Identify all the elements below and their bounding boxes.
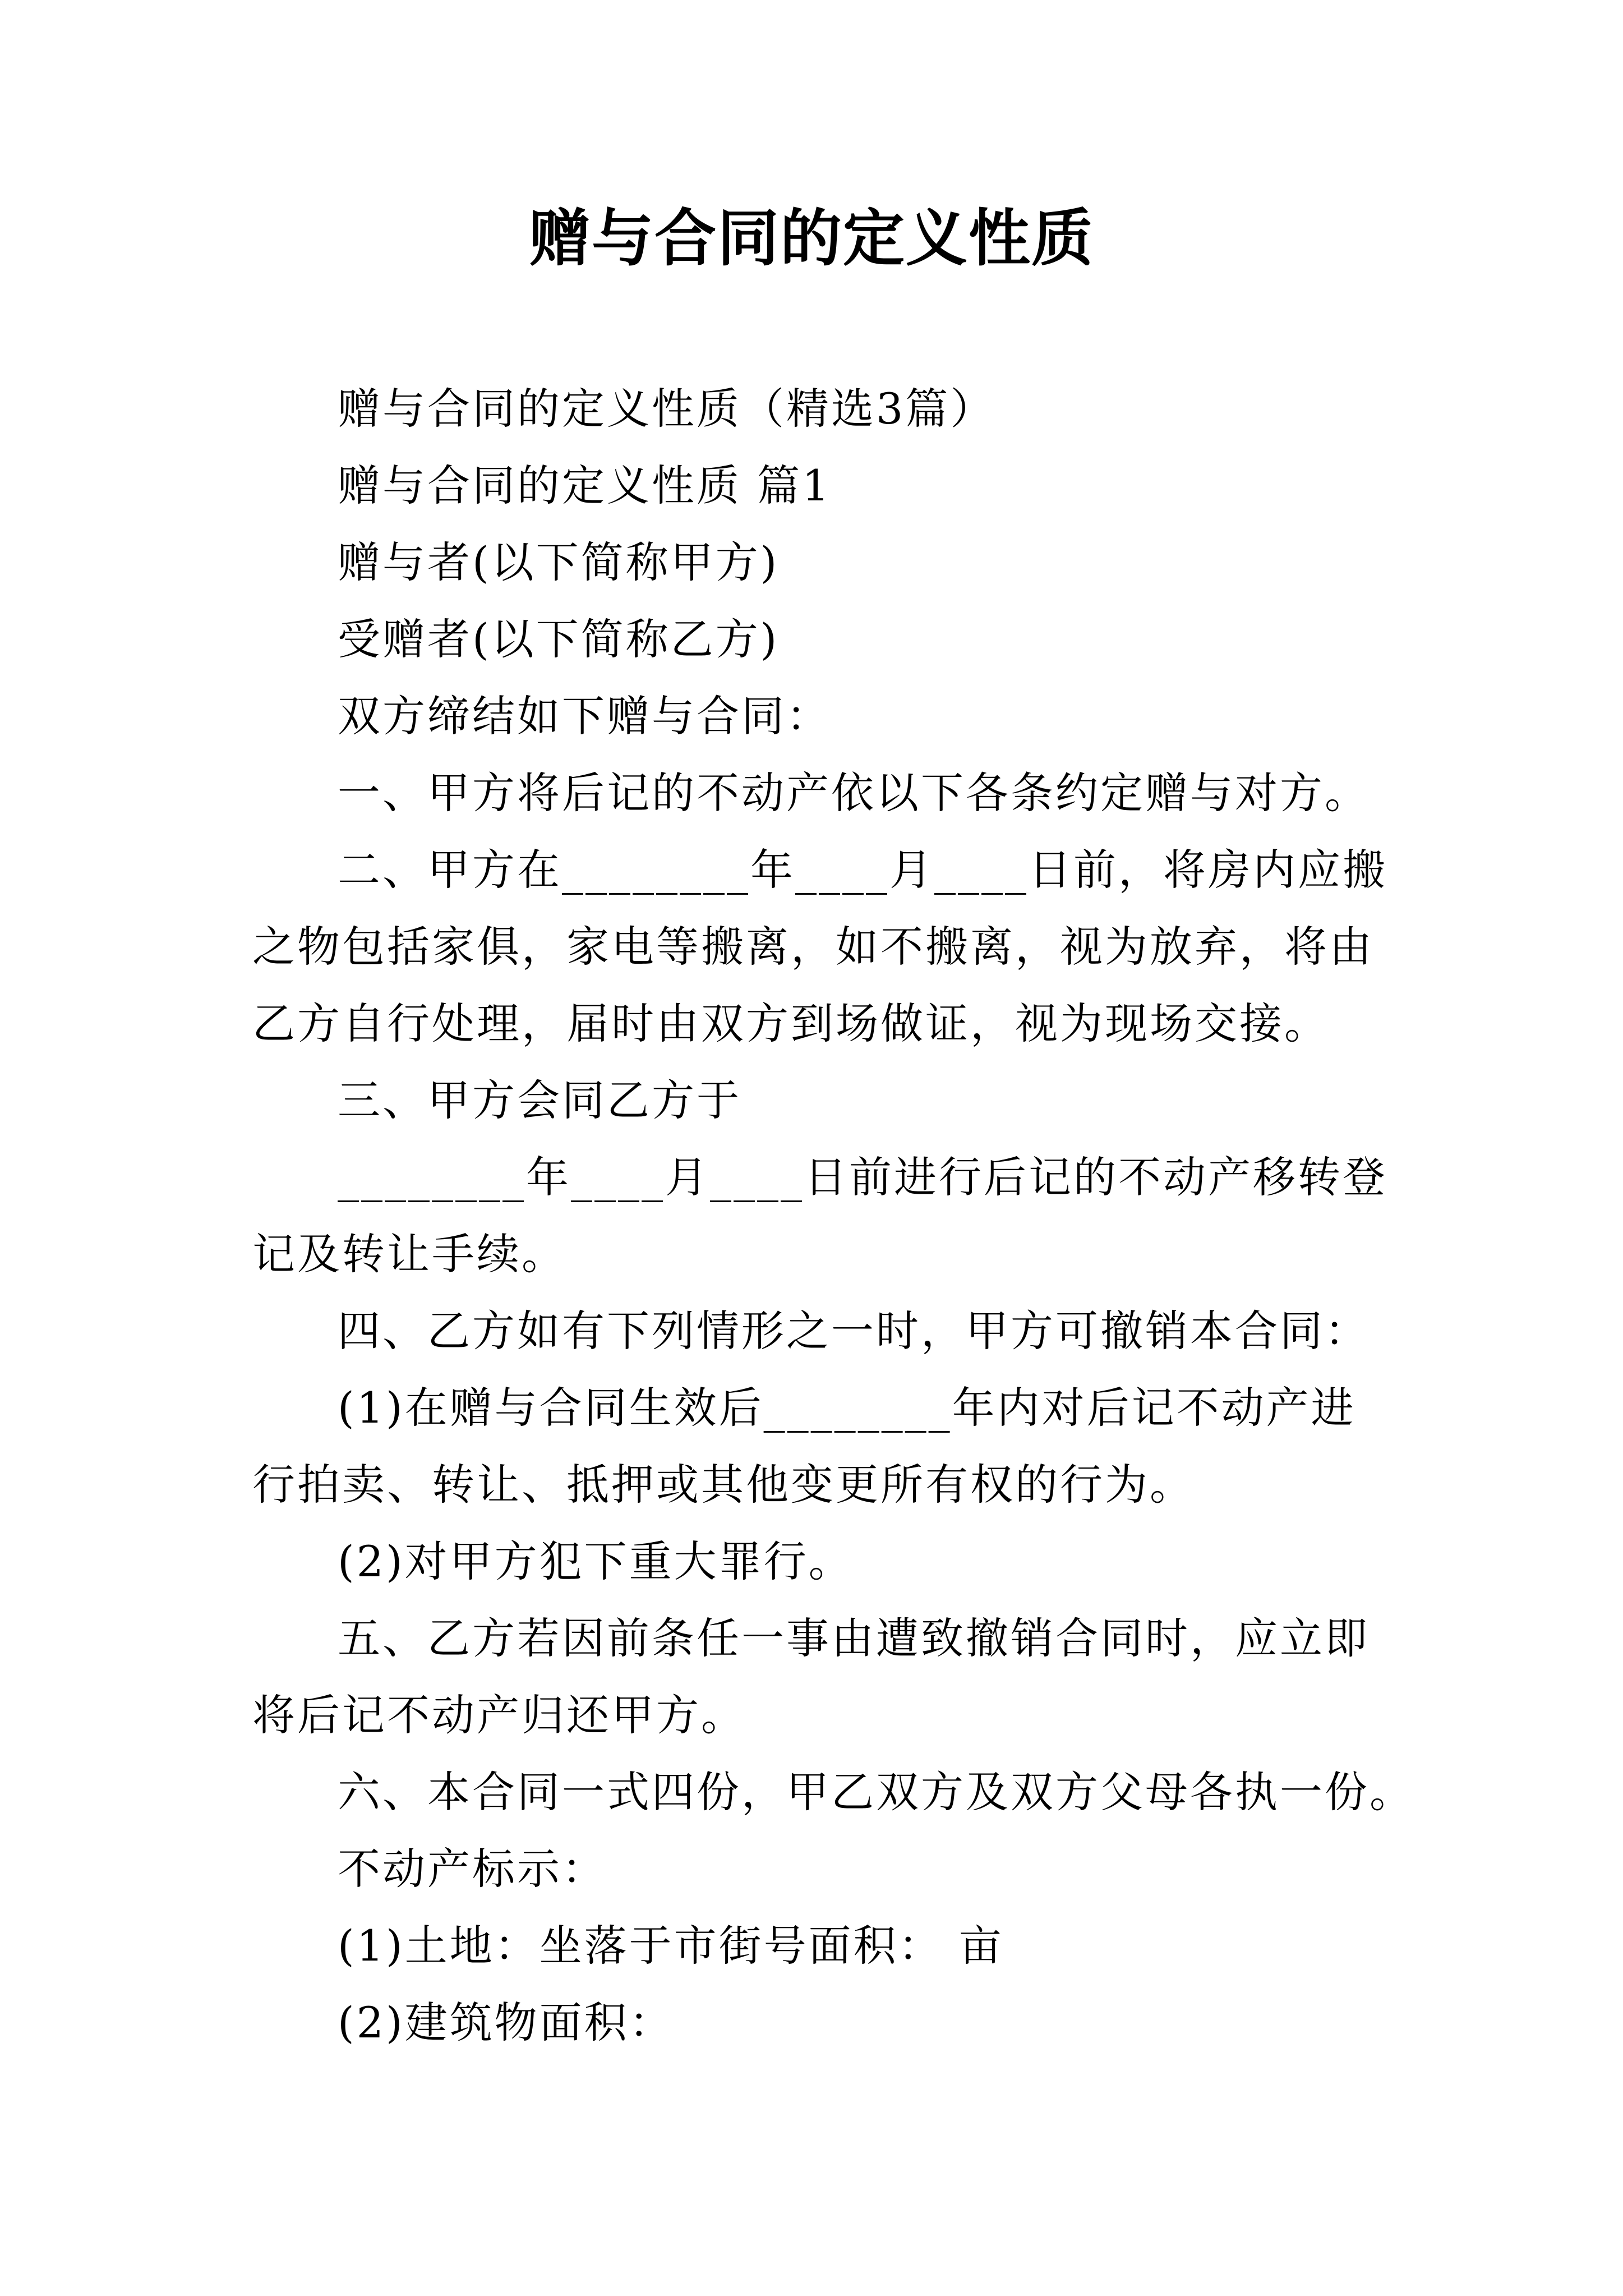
- paragraph-heading-selection: 赠与合同的定义性质（精选3篇）: [338, 384, 995, 434]
- paragraph-donee: 受赠者(以下简称乙方): [338, 614, 780, 664]
- clause-4: 四、乙方如有下列情形之一时，甲方可撤销本合同：: [338, 1306, 1370, 1356]
- paragraph-donor: 赠与者(以下简称甲方): [338, 537, 780, 587]
- clause-3-intro: 三、甲方会同乙方于: [338, 1075, 741, 1125]
- property-land: (1)土地：坐落于市街号面积： 亩: [338, 1921, 1004, 1971]
- document-title: 赠与合同的定义性质: [529, 202, 1094, 274]
- paragraph-agreement-intro: 双方缔结如下赠与合同：: [338, 691, 831, 741]
- clause-2: 二、甲方在________年____月____日前，将房内应搬之物包括家俱，家电等搬离，如不搬离，视为放弃，将由乙方自行处理，届时由双方到场做证，视为现场交接。: [252, 845, 1387, 1048]
- property-building: (2)建筑物面积：: [338, 1998, 674, 2047]
- clause-5: 五、乙方若因前条任一事由遭致撤销合同时，应立即将后记不动产归还甲方。: [252, 1613, 1370, 1740]
- clause-3-detail: ________年____月____日前进行后记的不动产移转登记及转让手续。: [252, 1152, 1387, 1279]
- clause-4-item-1: (1)在赠与合同生效后________年内对后记不动产进行拍卖、转让、抵押或其他变更所有权的行为。: [252, 1383, 1356, 1510]
- clause-6: 六、本合同一式四份，甲乙双方及双方父母各执一份。: [338, 1767, 1414, 1817]
- clause-4-item-2: (2)对甲方犯下重大罪行。: [338, 1536, 854, 1586]
- clause-1: 一、甲方将后记的不动产依以下各条约定赠与对方。: [338, 768, 1370, 818]
- document-body: [252, 370, 1414, 2061]
- paragraph-part-title: 赠与合同的定义性质 篇1: [338, 461, 832, 510]
- property-label: 不动产标示：: [338, 1844, 607, 1894]
